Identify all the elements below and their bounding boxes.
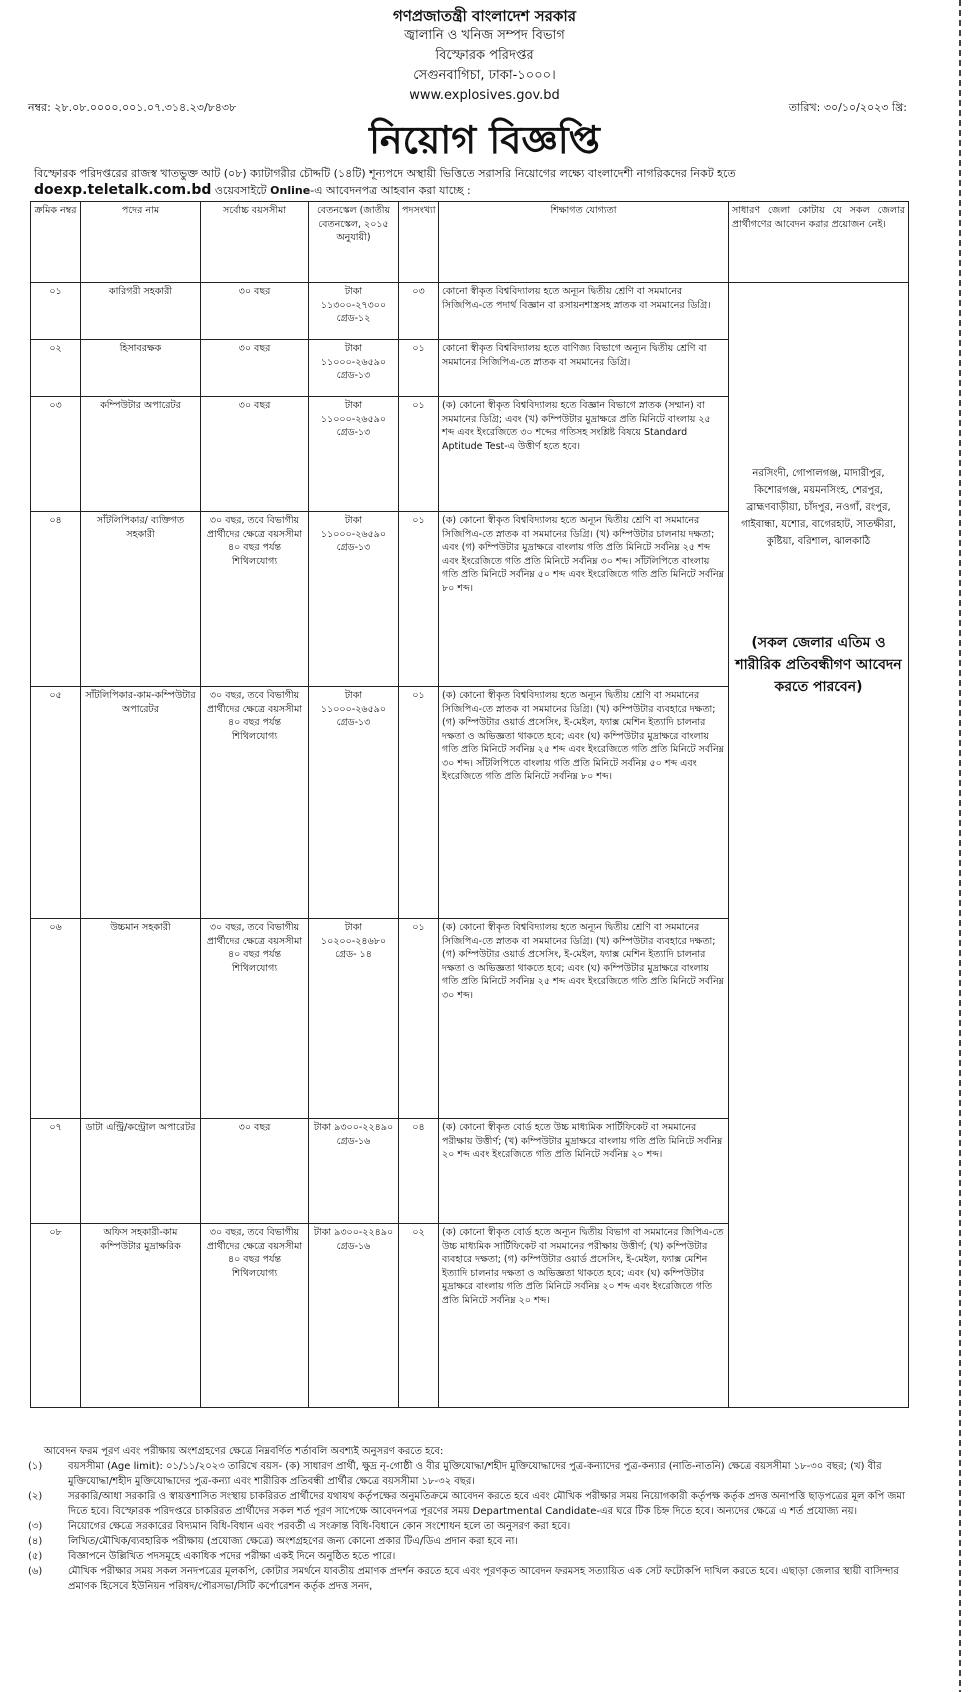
quota-districts: নরসিংদী, গোপালগঞ্জ, মাদারীপুর, কিশোরগঞ্জ, ময়মনসিংহ, শেরপুর, ব্রাহ্মণবাড়ীয়া, চাঁদপুর, নওগাঁ, রংপুর, গাইবান্ধা, যশোর, বাগেরহাট, সাতক্ষীরা, কুষ্টিয়া, বরিশাল, ঝালকাঠি [741,468,896,547]
col-header-qualification: শিক্ষাগত যোগ্যতা [439,202,729,283]
condition-item [28,1489,918,1519]
cell-serial: ০৫ [31,687,81,919]
conditions-lead: আবেদন ফরম পূরণ এবং পরীক্ষায় অংশগ্রহণের ক্ষেত্রে নিম্নবর্ণিত শর্তাবলি অবশ্যই অনুসরণ করতে হবে: [44,1446,444,1457]
division-name: জ্বালানি ও খনিজ সম্পদ বিভাগ [404,28,565,43]
cell-qualification: (ক) কোনো স্বীকৃত বিশ্ববিদ্যালয় হতে বিজ্ঞান বিভাগে স্নাতক (সম্মান) বা সমমানের ডিগ্রি; এবং (খ) কম্পিউটার মুদ্রাক্ষরে প্রতি মিনিটে বাংলায় ২৫ শব্দ এবং ইংরেজিতে ৩০ শব্দের গতিসহ সংশ্লিষ্ট বিষয়ে Standard Aptitude Test-এ উত্তীর্ণ হতে হবে। [439,397,729,512]
cell-post: সাঁটলিপিকার/ ব্যক্তিগত সহকারী [81,512,201,687]
cell-age: ৩০ বছর, তবে বিভাগীয় প্রার্থীদের ক্ষেত্রে বয়সসীমা ৪০ বছর পর্যন্ত শিথিলযোগ্য [201,687,309,919]
cell-scale: টাকা ১০২০০-২৪৬৮০ গ্রেড- ১৪ [309,919,399,1119]
cell-count: ০৩ [399,283,439,340]
vacancy-table [30,201,909,1408]
condition-text: সরকারি/আধা সরকারি ও স্বায়ত্তশাসিত সংস্থায় চাকরিরত প্রার্থীদের যথাযথ কর্তৃপক্ষের অনুমতিক্রমে আবেদন করতে হবে এবং মৌখিক পরীক্ষার সময় নিয়োগকারী কর্তৃপক্ষ কর্তৃক প্রদত্ত অনাপত্তি ছাড়পত্রের মূল কপি জমা দিতে হবে। বিস্ফোরক পরিদপ্তরে চাকরিরত প্রার্থীদের সকল শর্ত পূরণ সাপেক্ষে আবেদনপত্র পূরণের সময় Departmental Candidate-এর ঘরে টিক চিহ্ন দিতে হবে। অন্যদের ক্ষেত্রে এ শর্ত প্রযোজ্য নয়। [68,1491,905,1517]
cell-post: কম্পিউটার অপারেটর [81,397,201,512]
condition-text: লিখিত/মৌখিক/ব্যবহারিক পরীক্ষায় (প্রযোজ্য ক্ষেত্রে) অংশগ্রহণের জন্য কোনো প্রকার টিএ/ডিএ প্রদান করা হবে না। [68,1536,519,1547]
condition-number: (৩) [28,1521,43,1532]
quota-cell [729,283,909,1408]
website-link[interactable]: www.explosives.gov.bd [409,88,560,103]
cell-age: ৩০ বছর [201,283,309,340]
condition-text: মৌখিক পরীক্ষার সময় সকল সনদপত্রের মূলকপি, কোটার সমর্থনে যাবতীয় প্রমাণক প্রদর্শন করতে হবে এবং পূরণকৃত আবেদন ফরমসহ সত্যায়িত এক সেট ফটোকপি দাখিল করতে হবে। এছাড়া জেলার স্থায়ী বাসিন্দার প্রমাণক হিসেবে ইউনিয়ন পরিষদ/পৌরসভা/সিটি কর্পোরেশন কর্তৃক প্রদত্ত সনদ, [68,1566,899,1592]
condition-item [28,1459,918,1489]
cell-count: ০১ [399,397,439,512]
cell-age: ৩০ বছর, তবে বিভাগীয় প্রার্থীদের ক্ষেত্রে বয়সসীমা ৪০ বছর পর্যন্ত শিথিলযোগ্য [201,919,309,1119]
cell-serial: ০৪ [31,512,81,687]
cell-scale: টাকা ১১০০০-২৬৫৯০ গ্রেড-১৩ [309,397,399,512]
condition-number: (৫) [28,1551,43,1562]
quota-note: (সকল জেলার এতিম ও শারীরিক প্রতিবন্ধীগণ আবেদন করতে পারবেন) [735,635,902,695]
cell-qualification: কোনো স্বীকৃত বিশ্ববিদ্যালয় হতে অন্যূন দ্বিতীয় শ্রেণি বা সমমানের সিজিপিএ-তে পদার্থ বিজ্ঞান বা রসায়নশাস্ত্রসহ স্নাতক বা সমমানের ডিগ্রি। [439,283,729,340]
condition-number: (১) [28,1461,43,1472]
intro-paragraph [34,166,904,199]
cell-age: ৩০ বছর, তবে বিভাগীয় প্রার্থীদের ক্ষেত্রে বয়সসীমা ৪০ বছর পর্যন্ত শিথিলযোগ্য [201,512,309,687]
cell-qualification: (ক) কোনো স্বীকৃত বোর্ড হতে অন্যূন দ্বিতীয় বিভাগ বা সমমানের জিপিএ-তে উচ্চ মাধ্যমিক সার্টিফিকেট বা সমমানের পরীক্ষায় উত্তীর্ণ; (খ) কম্পিউটার ব্যবহারে দক্ষতা; (গ) কম্পিউটার ওয়ার্ড প্রসেসিং, ই-মেইল, ফ্যাক্স মেশিন ইত্যাদি চালনার দক্ষতা ও অভিজ্ঞতা থাকতে হবে; এবং (ঘ) কম্পিউটার মুদ্রাক্ষরে বাংলায় গতি প্রতি মিনিটে সর্বনিম্ন ২০ শব্দ এবং ইংরেজিতে গতি প্রতি মিনিটে সর্বনিম্ন ২০ শব্দ। [439,1224,729,1408]
condition-text: বয়সসীমা (Age limit): ০১/১১/২০২৩ তারিখে বয়স- (ক) সাধারণ প্রার্থী, ক্ষুদ্র নৃ-গোষ্ঠী ও বীর মুক্তিযোদ্ধা/শহীদ মুক্তিযোদ্ধাদের পুত্র-কন্যাদের পুত্র-কন্যার (নাতি-নাতনি) ক্ষেত্রে বয়সসীমা ১৮-৩০ বছর; (খ) বীর মুক্তিযোদ্ধা/শহীদ মুক্তিযোদ্ধাদের পুত্র-কন্যা এবং শারীরিক প্রতিবন্ধী প্রার্থীর ক্ষেত্রে বয়সসীমা ১৮-৩২ বছর। [68,1461,882,1487]
cell-post: কারিগরী সহকারী [81,283,201,340]
condition-number: (৬) [28,1566,43,1577]
table-row [31,283,909,340]
page-title: নিয়োগ বিজ্ঞপ্তি [369,117,600,162]
cell-serial: ০২ [31,340,81,397]
cell-qualification: (ক) কোনো স্বীকৃত বিশ্ববিদ্যালয় হতে অন্যূন দ্বিতীয় শ্রেণি বা সমমানের সিজিপিএ-তে স্নাতক বা সমমানের ডিগ্রি। (খ) কম্পিউটার ব্যবহারে দক্ষতা; (গ) কম্পিউটার ওয়ার্ড প্রসেসিং, ই-মেইল, ফ্যাক্স মেশিন ইত্যাদি চালনার দক্ষতা ও অভিজ্ঞতা থাকতে হবে; এবং (ঘ) কম্পিউটার মুদ্রাক্ষরে বাংলায় গতি প্রতি মিনিটে সর্বনিম্ন ২৫ শব্দ এবং ইংরেজিতে গতি প্রতি মিনিটে সর্বনিম্ন ৩০ শব্দ। [439,919,729,1119]
cell-age: ৩০ বছর [201,340,309,397]
condition-item [28,1519,918,1534]
cell-count: ০১ [399,340,439,397]
col-header-quota: সাধারণ জেলা কোটায় যে সকল জেলার প্রার্থীগণের আবেদন করার প্রয়োজন নেই। [729,202,909,283]
cell-scale: টাকা ১১০০০-২৬৫৯০ গ্রেড-১৩ [309,687,399,919]
cell-age: ৩০ বছর, তবে বিভাগীয় প্রার্থীদের ক্ষেত্রে বয়সসীমা ৪০ বছর পর্যন্ত শিথিলযোগ্য [201,1224,309,1408]
cell-age: ৩০ বছর [201,1119,309,1224]
cell-serial: ০১ [31,283,81,340]
dotted-margin-line [959,0,961,1692]
condition-text: বিজ্ঞাপনে উল্লিখিত পদসমূহে একাধিক পদের পরীক্ষা একই দিনে অনুষ্ঠিত হতে পারে। [68,1551,396,1562]
online-label: Online [270,184,311,197]
memo-number: নম্বর: ২৮.০৮.০০০০.০০১.০৭.৩১৪.২৩/৮৪৩৮ [28,101,237,114]
condition-item [28,1549,918,1564]
cell-qualification: (ক) কোনো স্বীকৃত বিশ্ববিদ্যালয় হতে অন্যূন দ্বিতীয় শ্রেণি বা সমমানের সিজিপিএ-তে স্নাতক বা সমমানের ডিগ্রি। (খ) কম্পিউটার ব্যবহারে দক্ষতা; (গ) কম্পিউটার ওয়ার্ড প্রসেসিং, ই-মেইল, ফ্যাক্স মেশিন ইত্যাদি চালনার দক্ষতা ও অভিজ্ঞতা থাকতে হবে; এবং (ঘ) কম্পিউটার মুদ্রাক্ষরে বাংলায় গতি প্রতি মিনিটে সর্বনিম্ন ২৫ শব্দ এবং ইংরেজিতে গতি প্রতি মিনিটে সর্বনিম্ন ৩০ শব্দ। সাঁটলিপিতে বাংলায় গতি প্রতি মিনিটে সর্বনিম্ন ৫০ শব্দ এবং ইংরেজিতে গতি প্রতি মিনিটে সর্বনিম্ন ৮০ শব্দ। [439,687,729,919]
intro-text: ওয়েবসাইটে [214,184,267,197]
cell-qualification: (ক) কোনো স্বীকৃত বোর্ড হতে উচ্চ মাধ্যমিক সার্টিফিকেট বা সমমানের পরীক্ষায় উত্তীর্ণ; (খ) কম্পিউটার মুদ্রাক্ষরে বাংলায় গতি প্রতি মিনিটে সর্বনিম্ন ২০ শব্দ এবং ইংরেজিতে গতি প্রতি মিনিটে সর্বনিম্ন ২০ শব্দ। [439,1119,729,1224]
letterhead [0,6,969,106]
cell-post: সাঁটলিপিকার-কাম-কম্পিউটার অপারেটর [81,687,201,919]
cell-qualification: (ক) কোনো স্বীকৃত বিশ্ববিদ্যালয় হতে অন্যূন দ্বিতীয় শ্রেণি বা সমমানের সিজিপিএ-তে স্নাতক বা সমমানের ডিগ্রি। (খ) কম্পিউটার চালনায় দক্ষতা; এবং (গ) কম্পিউটার মুদ্রাক্ষরে বাংলায় গতি প্রতি মিনিটে সর্বনিম্ন ২৫ শব্দ এবং ইংরেজিতে গতি প্রতি মিনিটে সর্বনিম্ন ৩০ শব্দ। সাঁটলিপিতে বাংলায় গতি প্রতি মিনিটে সর্বনিম্ন ৫০ শব্দ এবং ইংরেজিতে গতি প্রতি মিনিটে সর্বনিম্ন ৮০ শব্দ। [439,512,729,687]
cell-post: অফিস সহকারী-কাম কম্পিউটার মুদ্রাক্ষরিক [81,1224,201,1408]
department-name: বিস্ফোরক পরিদপ্তর [435,48,534,63]
application-website-link[interactable]: doexp.teletalk.com.bd [34,182,212,198]
col-header-serial: ক্রমিক নম্বর [31,202,81,283]
col-header-count: পদসংখ্যা [399,202,439,283]
col-header-age: সর্বোচ্চ বয়সসীমা [201,202,309,283]
condition-text: নিয়োগের ক্ষেত্রে সরকারের বিদ্যমান বিধি-বিধান এবং পরবর্তী এ সংক্রান্ত বিধি-বিধানে কোন সংশোধন হলে তা অনুসরণ করা হবে। [68,1521,571,1532]
cell-serial: ০৮ [31,1224,81,1408]
cell-scale: টাকা ১১০০০-২৬৫৯০ গ্রেড-১৩ [309,512,399,687]
cell-post: হিসাবরক্ষক [81,340,201,397]
condition-item [28,1564,918,1594]
notice-date: তারিখ: ৩০/১০/২০২৩ খ্রি: [788,101,907,114]
cell-count: ০১ [399,687,439,919]
condition-item [28,1534,918,1549]
cell-post: ডাটা এন্ট্রি/কন্ট্রোল অপারেটর [81,1119,201,1224]
cell-age: ৩০ বছর [201,397,309,512]
address: সেগুনবাগিচা, ঢাকা-১০০০। [413,68,556,83]
cell-scale: টাকা ১১৩০০-২৭৩০০ গ্রেড-১২ [309,283,399,340]
intro-text: -এ আবেদনপত্র আহবান করা যাচ্ছে : [310,184,471,197]
table-header-row [31,202,909,283]
condition-number: (৪) [28,1536,43,1547]
cell-count: ০১ [399,919,439,1119]
cell-scale: টাকা ৯৩০০-২২৪৯০ গ্রেড-১৬ [309,1119,399,1224]
cell-serial: ০৩ [31,397,81,512]
cell-post: উচ্চমান সহকারী [81,919,201,1119]
cell-scale: টাকা ১১০০০-২৬৫৯০ গ্রেড-১৩ [309,340,399,397]
conditions-section [28,1444,918,1594]
cell-scale: টাকা ৯৩০০-২২৪৯০ গ্রেড-১৬ [309,1224,399,1408]
cell-count: ০২ [399,1224,439,1408]
cell-serial: ০৬ [31,919,81,1119]
col-header-post: পদের নাম [81,202,201,283]
intro-text: বিস্ফোরক পরিদপ্তরের রাজস্ব খাতভুক্ত আট (০৮) ক্যাটাগরীর চৌদ্দটি (১৪টি) শূন্যপদে অস্থায়ী ভিত্তিতে সরাসরি নিয়োগের লক্ষ্যে বাংলাদেশী নাগরিকদের নিকট হতে [34,167,736,180]
condition-number: (২) [28,1491,43,1502]
cell-serial: ০৭ [31,1119,81,1224]
govt-name: গণপ্রজাতন্ত্রী বাংলাদেশ সরকার [393,7,576,25]
cell-count: ০১ [399,512,439,687]
col-header-scale: বেতনস্কেল (জাতীয় বেতনস্কেল, ২০১৫ অনুযায়ী) [309,202,399,283]
cell-qualification: কোনো স্বীকৃত বিশ্ববিদ্যালয় হতে বাণিজ্য বিভাগে অন্যূন দ্বিতীয় শ্রেণি বা সমমানের সিজিপিএ-তে স্নাতক বা সমমানের ডিগ্রি। [439,340,729,397]
cell-count: ০৪ [399,1119,439,1224]
